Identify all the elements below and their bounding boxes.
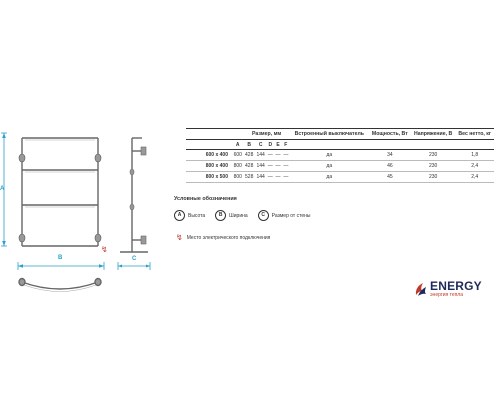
col-c: C (255, 140, 266, 150)
spec-table (186, 128, 494, 183)
power-header: Мощность, Вт (371, 131, 408, 137)
voltage-header: Напряжение, В (414, 131, 453, 137)
cell-b: 528 (243, 172, 254, 183)
table-row (186, 150, 494, 161)
cell-e: — (274, 172, 282, 183)
cell-switch: да (290, 150, 369, 161)
legend-title: Условные обозначения (174, 196, 237, 202)
cell-c: 144 (255, 150, 266, 161)
model-cell: 600 x 400 (186, 150, 232, 161)
cell-e: — (274, 150, 282, 161)
cell-switch: да (290, 172, 369, 183)
col-d: D (266, 140, 274, 150)
dimension-a-label: A (0, 186, 5, 192)
legend-item-width (215, 210, 248, 221)
legend-symbol-a: A (174, 210, 185, 221)
cell-weight: 1,8 (455, 150, 494, 161)
cell-power: 45 (369, 172, 411, 183)
cell-power: 46 (369, 161, 411, 172)
cell-a: 800 (232, 172, 243, 183)
cell-f: — (282, 172, 290, 183)
model-cell: 800 x 500 (186, 172, 232, 183)
weight-header: Вес нетто, кг (458, 131, 492, 137)
front-view-drawing (0, 0, 170, 300)
table-group-header (186, 129, 494, 140)
cell-a: 600 (232, 150, 243, 161)
legend-items (174, 210, 310, 221)
legend-symbol-b: B (215, 210, 226, 221)
connection-mark-icon: ↯ (101, 245, 108, 254)
size-header: Размер, мм (252, 131, 282, 137)
cell-weight: 2,4 (455, 172, 494, 183)
cell-weight: 2,4 (455, 161, 494, 172)
legend-symbol-c: C (258, 210, 269, 221)
legend-label: Размер от стены (271, 212, 311, 219)
cell-d: — (266, 172, 274, 183)
cell-c: 144 (255, 161, 266, 172)
cell-c: 144 (255, 172, 266, 183)
cell-b: 428 (243, 150, 254, 161)
wall-mounts (19, 154, 101, 242)
legend-item-height (174, 210, 205, 221)
cell-power: 34 (369, 150, 411, 161)
col-f: F (282, 140, 290, 150)
legend-label: Высота (188, 212, 206, 219)
table-sub-header (186, 140, 494, 150)
logo-swoosh-icon (414, 281, 428, 297)
logo-name: ENERGY (430, 279, 482, 293)
cell-b: 428 (243, 161, 254, 172)
side-view-drawing (120, 138, 148, 252)
dimension-b (18, 262, 104, 270)
legend-label: Место электрического подключения (186, 234, 271, 241)
table-row (186, 161, 494, 172)
col-e: E (274, 140, 282, 150)
cell-f: — (282, 161, 290, 172)
cell-voltage: 230 (411, 172, 456, 183)
lightning-icon: ↯ (176, 233, 183, 242)
legend-item-connection (176, 233, 270, 242)
dimension-c (118, 262, 150, 270)
cell-f: — (282, 150, 290, 161)
col-b: B (243, 140, 254, 150)
legend-label: Ширина (229, 212, 248, 219)
model-cell: 800 x 400 (186, 161, 232, 172)
cell-d: — (266, 150, 274, 161)
switch-header: Встроенный выключатель (294, 131, 364, 137)
energy-logo (414, 280, 482, 298)
towel-rail-front (22, 138, 98, 246)
cell-switch: да (290, 161, 369, 172)
cell-voltage: 230 (411, 150, 456, 161)
cell-voltage: 230 (411, 161, 456, 172)
col-a: A (232, 140, 243, 150)
cell-d: — (266, 161, 274, 172)
cell-e: — (274, 161, 282, 172)
legend-item-wall-distance (258, 210, 311, 221)
table-row (186, 172, 494, 183)
top-view-drawing (19, 279, 101, 292)
cell-a: 800 (232, 161, 243, 172)
logo-tagline: энергия тепла (430, 292, 464, 298)
dimension-c-label: C (132, 256, 137, 262)
dimension-b-label: B (58, 255, 63, 261)
